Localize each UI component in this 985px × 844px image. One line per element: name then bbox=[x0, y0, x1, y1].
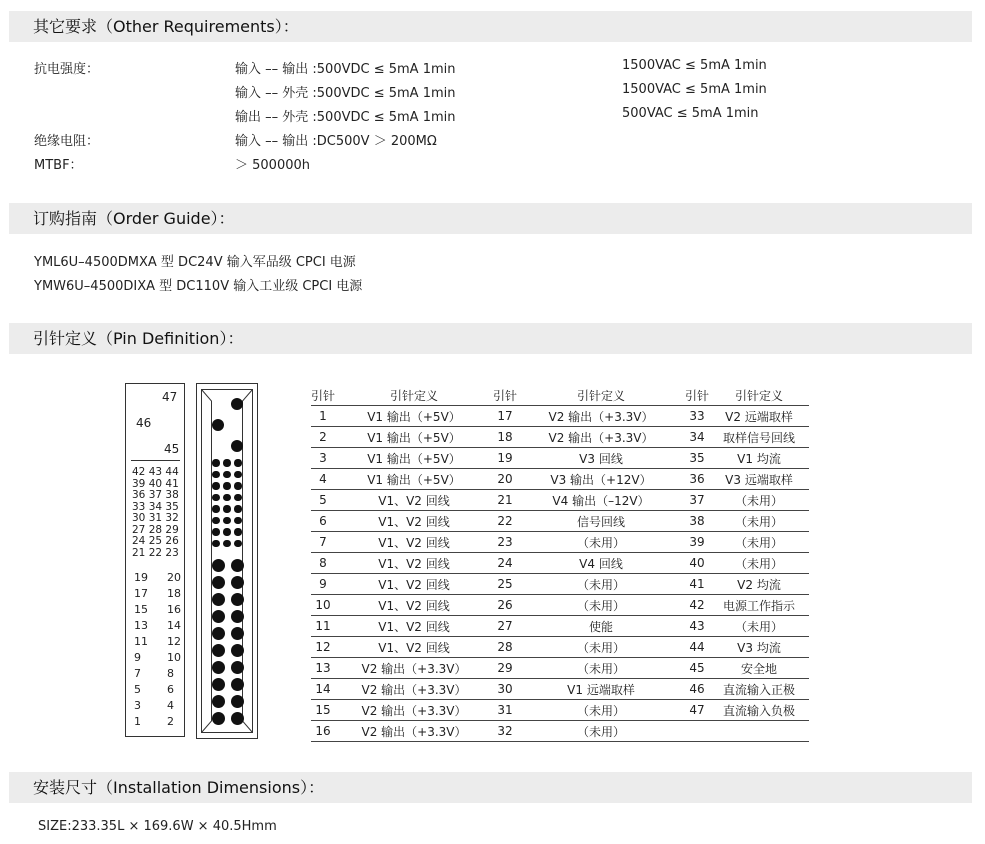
pin-dot bbox=[212, 559, 225, 572]
mtbf-label: MTBF： bbox=[34, 158, 83, 173]
pin-definition-cell: V1、V2 回线 bbox=[335, 490, 493, 511]
pin-number-cell: 42 bbox=[685, 595, 709, 616]
pin-dot bbox=[231, 644, 244, 657]
pin-definition-cell: V2 均流 bbox=[709, 574, 809, 595]
pin-dot bbox=[223, 494, 230, 501]
pin-definition-cell: 安全地 bbox=[709, 658, 809, 679]
pin-definition-cell: V2 输出（+3.3V） bbox=[517, 427, 685, 448]
large-pin-label: 15 bbox=[134, 603, 148, 616]
pin-definition-cell: （未用） bbox=[517, 595, 685, 616]
pin-dot bbox=[234, 459, 241, 466]
pin-number-cell: 12 bbox=[311, 637, 335, 658]
pin-definition-cell: V4 回线 bbox=[517, 553, 685, 574]
pin-dot bbox=[212, 471, 219, 478]
large-pin-label: 17 bbox=[134, 587, 148, 600]
small-pin-label-row: 24 25 26 bbox=[132, 535, 179, 547]
pin-dot bbox=[212, 610, 225, 623]
pin-number-cell: 46 bbox=[685, 679, 709, 700]
pin-number-cell: 15 bbox=[311, 700, 335, 721]
pin-number-cell: 6 bbox=[311, 511, 335, 532]
connector-label-panel bbox=[125, 383, 185, 737]
pin-definition-cell: （未用） bbox=[517, 532, 685, 553]
pin-definition-cell: 电源工作指示 bbox=[709, 595, 809, 616]
mtbf-value: ＞ 500000h bbox=[235, 158, 310, 173]
col-pin-1: 引针 bbox=[311, 385, 335, 406]
dielectric-row1-ac: 1500VAC ≤ 5mA 1min bbox=[622, 58, 767, 73]
pin-number-cell: 13 bbox=[311, 658, 335, 679]
pin-definition-cell bbox=[709, 721, 809, 742]
pin-number-cell: 24 bbox=[493, 553, 517, 574]
pin-number-cell: 28 bbox=[493, 637, 517, 658]
pin-definition-cell: V1 输出（+5V） bbox=[335, 469, 493, 490]
pin-dot bbox=[223, 505, 230, 512]
table-row bbox=[311, 616, 809, 637]
pin-number-cell: 4 bbox=[311, 469, 335, 490]
pin-definition-cell: V1、V2 回线 bbox=[335, 511, 493, 532]
pin-number-cell bbox=[685, 721, 709, 742]
pin-definition-cell: （未用） bbox=[709, 553, 809, 574]
connector-outline bbox=[196, 383, 258, 739]
table-row bbox=[311, 469, 809, 490]
large-pin-label: 12 bbox=[167, 635, 181, 648]
pin-number-cell: 22 bbox=[493, 511, 517, 532]
large-pin-label: 14 bbox=[167, 619, 181, 632]
pin-dot bbox=[231, 661, 244, 674]
pin-dot bbox=[212, 593, 225, 606]
large-pin-label: 9 bbox=[134, 651, 141, 664]
pin-dot bbox=[223, 540, 230, 547]
pin-definition-cell: V2 输出（+3.3V） bbox=[335, 658, 493, 679]
pin-dot bbox=[223, 459, 230, 466]
table-header-row bbox=[311, 385, 809, 406]
pin-number-cell: 18 bbox=[493, 427, 517, 448]
pin-number-cell: 16 bbox=[311, 721, 335, 742]
large-pin-label: 20 bbox=[167, 571, 181, 584]
dielectric-row3-value: 输出 –– 外壳 :500VDC ≤ 5mA 1min bbox=[235, 110, 456, 125]
pin-number-cell: 36 bbox=[685, 469, 709, 490]
pin-dot bbox=[212, 540, 219, 547]
pin-dot bbox=[212, 419, 224, 431]
pin-number-cell: 38 bbox=[685, 511, 709, 532]
pin-number-cell: 7 bbox=[311, 532, 335, 553]
pin-definition-cell: V2 远端取样 bbox=[709, 406, 809, 427]
pin-dot bbox=[234, 482, 241, 489]
pin-definition-cell: V2 输出（+3.3V） bbox=[335, 721, 493, 742]
pin-dot bbox=[212, 678, 225, 691]
small-pin-label-row: 30 31 32 bbox=[132, 512, 179, 524]
pin-definition-cell: V1 输出（+5V） bbox=[335, 427, 493, 448]
large-pin-label: 7 bbox=[134, 667, 141, 680]
pin-dot bbox=[223, 528, 230, 535]
pin-label-46: 46 bbox=[136, 416, 152, 430]
pin-dot bbox=[234, 471, 241, 478]
pin-dot bbox=[231, 398, 243, 410]
pin-number-cell: 9 bbox=[311, 574, 335, 595]
col-def-1: 引针定义 bbox=[335, 385, 493, 406]
pin-number-cell: 43 bbox=[685, 616, 709, 637]
table-row bbox=[311, 658, 809, 679]
pin-definition-cell: V1 均流 bbox=[709, 448, 809, 469]
pin-number-cell: 1 bbox=[311, 406, 335, 427]
pin-definition-cell: 信号回线 bbox=[517, 511, 685, 532]
pin-definition-cell: V1、V2 回线 bbox=[335, 616, 493, 637]
pin-dot bbox=[231, 678, 244, 691]
pin-definition-cell: （未用） bbox=[517, 658, 685, 679]
pin-number-cell: 40 bbox=[685, 553, 709, 574]
large-pin-label: 4 bbox=[167, 699, 174, 712]
table-row bbox=[311, 427, 809, 448]
pin-label-45: 45 bbox=[164, 442, 180, 456]
pin-dot bbox=[223, 517, 230, 524]
pin-definition-cell: （未用） bbox=[517, 637, 685, 658]
dielectric-strength-label: 抗电强度： bbox=[34, 62, 100, 77]
pin-dot bbox=[223, 471, 230, 478]
pin-dot bbox=[212, 494, 219, 501]
small-pin-label-row: 36 37 38 bbox=[132, 489, 179, 501]
small-pin-label-row: 42 43 44 bbox=[132, 466, 179, 478]
pin-number-cell: 45 bbox=[685, 658, 709, 679]
pin-number-cell: 29 bbox=[493, 658, 517, 679]
pin-definition-cell: （未用） bbox=[517, 721, 685, 742]
pin-definition-cell: V1、V2 回线 bbox=[335, 595, 493, 616]
pin-number-cell: 44 bbox=[685, 637, 709, 658]
pin-dot bbox=[234, 540, 241, 547]
table-row bbox=[311, 490, 809, 511]
dielectric-row1-value: 输入 –– 输出 :500VDC ≤ 5mA 1min bbox=[235, 62, 456, 77]
large-pin-label: 13 bbox=[134, 619, 148, 632]
table-row bbox=[311, 574, 809, 595]
table-row bbox=[311, 448, 809, 469]
pin-definition-cell: （未用） bbox=[517, 700, 685, 721]
col-def-2: 引针定义 bbox=[517, 385, 685, 406]
pin-definition-cell: （未用） bbox=[709, 490, 809, 511]
pin-dot bbox=[234, 505, 241, 512]
pin-dot bbox=[234, 528, 241, 535]
pin-number-cell: 34 bbox=[685, 427, 709, 448]
pin-number-cell: 31 bbox=[493, 700, 517, 721]
large-pin-label: 11 bbox=[134, 635, 148, 648]
section-header-installation: 安装尺寸（Installation Dimensions）： bbox=[9, 772, 972, 803]
small-pin-label-row: 21 22 23 bbox=[132, 546, 179, 559]
pin-definition-cell: V1 远端取样 bbox=[517, 679, 685, 700]
pin-definition-cell: （未用） bbox=[517, 574, 685, 595]
large-pin-label: 5 bbox=[134, 683, 141, 696]
large-pin-label: 10 bbox=[167, 651, 181, 664]
table-row bbox=[311, 595, 809, 616]
insulation-resistance-label: 绝缘电阻： bbox=[34, 134, 100, 149]
pin-definition-cell: 使能 bbox=[517, 616, 685, 637]
dielectric-row2-value: 输入 –– 外壳 :500VDC ≤ 5mA 1min bbox=[235, 86, 456, 101]
section-header-pin-definition: 引针定义（Pin Definition）： bbox=[9, 323, 972, 354]
pin-dot bbox=[212, 644, 225, 657]
large-pin-label: 19 bbox=[134, 571, 148, 584]
size-value: SIZE:233.35L × 169.6W × 40.5Hmm bbox=[38, 819, 277, 834]
pin-number-cell: 19 bbox=[493, 448, 517, 469]
pin-definition-cell: V1 输出（+5V） bbox=[335, 406, 493, 427]
pin-definition-cell: （未用） bbox=[709, 532, 809, 553]
pin-number-cell: 27 bbox=[493, 616, 517, 637]
col-pin-3: 引针 bbox=[685, 385, 709, 406]
pin-dot bbox=[231, 610, 244, 623]
small-pin-label-row: 33 34 35 bbox=[132, 500, 179, 513]
pin-dot bbox=[234, 517, 241, 524]
order-item-2: YMW6U–4500DIXA 型 DC110V 输入工业级 CPCI 电源 bbox=[34, 279, 363, 294]
pin-number-cell: 35 bbox=[685, 448, 709, 469]
pin-dot bbox=[231, 627, 244, 640]
small-pin-label-row: 39 40 41 bbox=[132, 477, 179, 490]
table-row bbox=[311, 679, 809, 700]
pin-dot bbox=[212, 505, 219, 512]
pin-dot bbox=[212, 627, 225, 640]
pin-number-cell: 32 bbox=[493, 721, 517, 742]
pin-definition-cell: V4 输出（–12V） bbox=[517, 490, 685, 511]
pin-dot bbox=[234, 494, 241, 501]
pin-dot bbox=[212, 576, 225, 589]
pin-number-cell: 5 bbox=[311, 490, 335, 511]
pin-definition-cell: （未用） bbox=[709, 616, 809, 637]
pin-dot bbox=[212, 712, 225, 725]
pin-number-cell: 11 bbox=[311, 616, 335, 637]
label-divider bbox=[131, 460, 180, 461]
table-row bbox=[311, 511, 809, 532]
pin-definition-cell: （未用） bbox=[709, 511, 809, 532]
pin-number-cell: 20 bbox=[493, 469, 517, 490]
col-def-3: 引针定义 bbox=[709, 385, 809, 406]
pin-number-cell: 25 bbox=[493, 574, 517, 595]
pin-dot bbox=[231, 712, 244, 725]
pin-label-47: 47 bbox=[162, 390, 178, 404]
table-row bbox=[311, 700, 809, 721]
pin-dot bbox=[231, 440, 243, 452]
pin-definition-table bbox=[311, 385, 809, 742]
pin-dot bbox=[212, 661, 225, 674]
pin-dot bbox=[231, 593, 244, 606]
table-row bbox=[311, 406, 809, 427]
pin-definition-cell: 取样信号回线 bbox=[709, 427, 809, 448]
large-pin-label: 16 bbox=[167, 603, 181, 616]
pin-number-cell: 21 bbox=[493, 490, 517, 511]
table-row bbox=[311, 553, 809, 574]
order-item-1: YML6U–4500DMXA 型 DC24V 输入军品级 CPCI 电源 bbox=[34, 255, 356, 270]
pin-dot bbox=[212, 459, 219, 466]
pin-definition-cell: V1 输出（+5V） bbox=[335, 448, 493, 469]
dielectric-row3-ac: 500VAC ≤ 5mA 1min bbox=[622, 106, 759, 121]
pin-definition-cell: V3 均流 bbox=[709, 637, 809, 658]
pin-dot bbox=[231, 695, 244, 708]
pin-definition-cell: V1、V2 回线 bbox=[335, 637, 493, 658]
pin-number-cell: 37 bbox=[685, 490, 709, 511]
dielectric-row2-ac: 1500VAC ≤ 5mA 1min bbox=[622, 82, 767, 97]
table-row bbox=[311, 532, 809, 553]
large-pin-label: 2 bbox=[167, 715, 174, 728]
pin-definition-cell: V2 输出（+3.3V） bbox=[335, 700, 493, 721]
pin-definition-cell: V3 远端取样 bbox=[709, 469, 809, 490]
section-header-order-guide: 订购指南（Order Guide）： bbox=[9, 203, 972, 234]
table-row bbox=[311, 637, 809, 658]
pin-definition-cell: V2 输出（+3.3V） bbox=[335, 679, 493, 700]
pin-dot bbox=[212, 528, 219, 535]
pin-dot bbox=[231, 576, 244, 589]
pin-number-cell: 10 bbox=[311, 595, 335, 616]
pin-dot bbox=[231, 559, 244, 572]
connector-body bbox=[196, 383, 258, 739]
pin-definition-cell: V1、V2 回线 bbox=[335, 532, 493, 553]
pin-number-cell: 39 bbox=[685, 532, 709, 553]
pin-number-cell: 14 bbox=[311, 679, 335, 700]
large-pin-label: 8 bbox=[167, 667, 174, 680]
pin-number-cell: 3 bbox=[311, 448, 335, 469]
pin-definition-cell: 直流输入正极 bbox=[709, 679, 809, 700]
pin-number-cell: 2 bbox=[311, 427, 335, 448]
table-row bbox=[311, 721, 809, 742]
col-pin-2: 引针 bbox=[493, 385, 517, 406]
pin-number-cell: 30 bbox=[493, 679, 517, 700]
pin-number-cell: 17 bbox=[493, 406, 517, 427]
pin-number-cell: 33 bbox=[685, 406, 709, 427]
large-pin-label: 3 bbox=[134, 699, 141, 712]
pin-number-cell: 8 bbox=[311, 553, 335, 574]
pin-definition-cell: V2 输出（+3.3V） bbox=[517, 406, 685, 427]
pin-definition-cell: 直流输入负极 bbox=[709, 700, 809, 721]
pin-definition-cell: V3 输出（+12V） bbox=[517, 469, 685, 490]
pin-number-cell: 23 bbox=[493, 532, 517, 553]
large-pin-label: 18 bbox=[167, 587, 181, 600]
pin-number-cell: 41 bbox=[685, 574, 709, 595]
small-pin-label-row: 27 28 29 bbox=[132, 523, 179, 536]
pin-number-cell: 26 bbox=[493, 595, 517, 616]
pin-definition-cell: V3 回线 bbox=[517, 448, 685, 469]
pin-definition-cell: V1、V2 回线 bbox=[335, 574, 493, 595]
large-pin-label: 6 bbox=[167, 683, 174, 696]
section-header-other-requirements: 其它要求（Other Requirements）： bbox=[9, 11, 972, 42]
pin-dot bbox=[212, 517, 219, 524]
pin-definition-cell: V1、V2 回线 bbox=[335, 553, 493, 574]
pin-dot bbox=[212, 482, 219, 489]
pin-dot bbox=[223, 482, 230, 489]
pin-dot bbox=[212, 695, 225, 708]
pin-number-cell: 47 bbox=[685, 700, 709, 721]
large-pin-label: 1 bbox=[134, 715, 141, 728]
insulation-resistance-value: 输入 –– 输出 :DC500V ＞ 200MΩ bbox=[235, 134, 437, 149]
